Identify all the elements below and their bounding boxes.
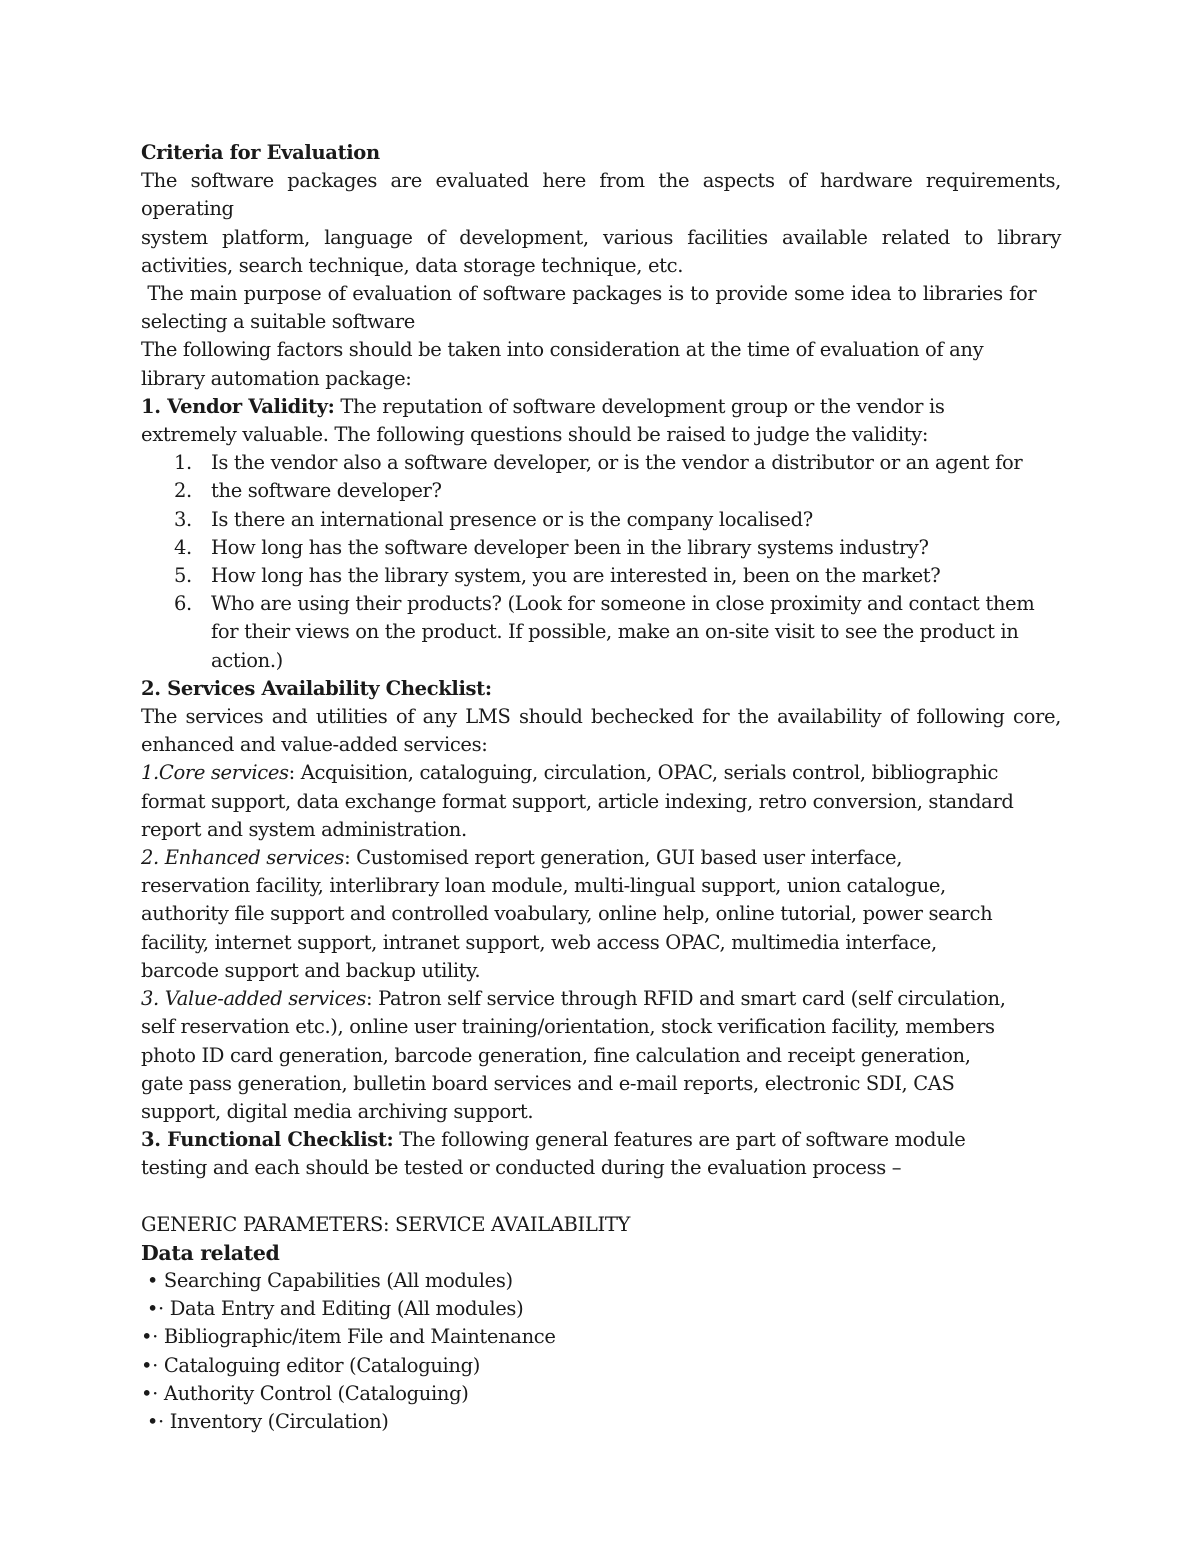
enhanced-services-cont: facility, internet support, intranet support, web access OPAC, multimedia interface, <box>141 930 937 954</box>
list-item <box>141 590 1061 618</box>
core-services <box>141 759 1061 787</box>
bullet-item: •· Authority Control (Cataloguing) <box>141 1381 469 1405</box>
services-intro-line: enhanced and value-added services: <box>141 733 488 757</box>
functional-text-cont: testing and each should be tested or conducted during the evaluation process – <box>141 1156 902 1180</box>
services-intro-line: The services and utilities of any LMS should bechecked for the availability of following core, <box>141 705 1061 729</box>
bullet-item: • Searching Capabilities (All modules) <box>141 1268 513 1292</box>
intro-p1-line: system platform, language of development, various facilities available related to library <box>141 225 1061 249</box>
intro-p2-line: selecting a suitable software <box>141 310 415 334</box>
vendor-section <box>141 393 1061 421</box>
bullet-item: •· Data Entry and Editing (All modules) <box>141 1297 524 1321</box>
core-services-text: : Acquisition, cataloguing, circulation, OPAC, serials control, bibliographic <box>288 761 999 785</box>
functional-section <box>141 1126 1061 1154</box>
functional-text: The following general features are part of software module <box>393 1128 966 1152</box>
list-text: Who are using their products? (Look for someone in close proximity and contact them <box>211 592 1035 616</box>
intro-p3-line: library automation package: <box>141 366 412 390</box>
vendor-heading: 1. Vendor Validity: <box>141 394 335 418</box>
value-added-services <box>141 985 1061 1013</box>
enhanced-services-cont: authority file support and controlled voabulary, online help, online tutorial, power search <box>141 902 993 926</box>
list-item <box>141 562 1061 590</box>
intro-p3-line: The following factors should be taken into consideration at the time of evaluation of any <box>141 338 984 362</box>
enhanced-services-text: : Customised report generation, GUI based user interface, <box>344 846 903 870</box>
page-title: Criteria for Evaluation <box>141 141 380 164</box>
list-item-continuation: for their views on the product. If possible, make an on-site visit to see the product in <box>211 620 1019 644</box>
list-text: Is the vendor also a software developer, or is the vendor a distributor or an agent for <box>211 451 1023 475</box>
list-item <box>141 477 1061 505</box>
bullet-item: •· Bibliographic/item File and Maintenance <box>141 1325 556 1349</box>
value-added-services-cont: gate pass generation, bulletin board services and e-mail reports, electronic SDI, CAS <box>141 1071 955 1095</box>
intro-p1-line: The software packages are evaluated here from the aspects of hardware requirements, operating <box>141 169 1061 221</box>
value-added-services-text: : Patron self service through RFID and smart card (self circulation, <box>366 987 1006 1011</box>
list-number: 1. <box>174 451 192 475</box>
list-text: Is there an international presence or is the company localised? <box>211 507 813 531</box>
generic-heading: GENERIC PARAMETERS: SERVICE AVAILABILITY <box>141 1212 631 1236</box>
value-added-services-label: 3. Value-added services <box>141 987 366 1011</box>
enhanced-services-cont: reservation facility, interlibrary loan module, multi-lingual support, union catalogue, <box>141 874 946 898</box>
list-number: 6. <box>174 592 192 616</box>
data-related-heading: Data related <box>141 1240 280 1265</box>
list-text: How long has the library system, you are interested in, been on the market? <box>211 564 941 588</box>
list-number: 5. <box>174 564 192 588</box>
vendor-text-cont: extremely valuable. The following questions should be raised to judge the validity: <box>141 423 929 447</box>
list-item <box>141 506 1061 534</box>
functional-heading: 3. Functional Checklist: <box>141 1128 394 1152</box>
list-item <box>141 534 1061 562</box>
enhanced-services-cont: barcode support and backup utility. <box>141 958 481 982</box>
core-services-cont: report and system administration. <box>141 817 467 841</box>
core-services-label: 1.Core services <box>141 761 289 785</box>
value-added-services-cont: photo ID card generation, barcode generation, fine calculation and receipt generation, <box>141 1043 971 1067</box>
value-added-services-cont: self reservation etc.), online user training/orientation, stock verification facility, members <box>141 1015 995 1039</box>
enhanced-services <box>141 844 1061 872</box>
list-item <box>141 449 1061 477</box>
intro-p1-line: activities, search technique, data storage technique, etc. <box>141 253 684 277</box>
list-number: 2. <box>174 479 192 503</box>
document-page <box>141 139 1061 1436</box>
services-heading: 2. Services Availability Checklist: <box>141 676 492 700</box>
vendor-text: The reputation of software development group or the vendor is <box>334 394 945 418</box>
list-number: 3. <box>174 507 192 531</box>
value-added-services-cont: support, digital media archiving support. <box>141 1099 534 1123</box>
core-services-cont: format support, data exchange format support, article indexing, retro conversion, standard <box>141 789 1014 813</box>
bullet-item: •· Inventory (Circulation) <box>141 1409 389 1433</box>
intro-p2-line: The main purpose of evaluation of software packages is to provide some idea to libraries for <box>141 282 1037 306</box>
list-text: the software developer? <box>211 479 442 503</box>
list-item-continuation: action.) <box>211 648 283 672</box>
enhanced-services-label: 2. Enhanced services <box>141 846 345 870</box>
list-number: 4. <box>174 535 192 559</box>
spacer <box>141 1183 1061 1211</box>
bullet-item: •· Cataloguing editor (Cataloguing) <box>141 1353 481 1377</box>
list-text: How long has the software developer been in the library systems industry? <box>211 535 929 559</box>
